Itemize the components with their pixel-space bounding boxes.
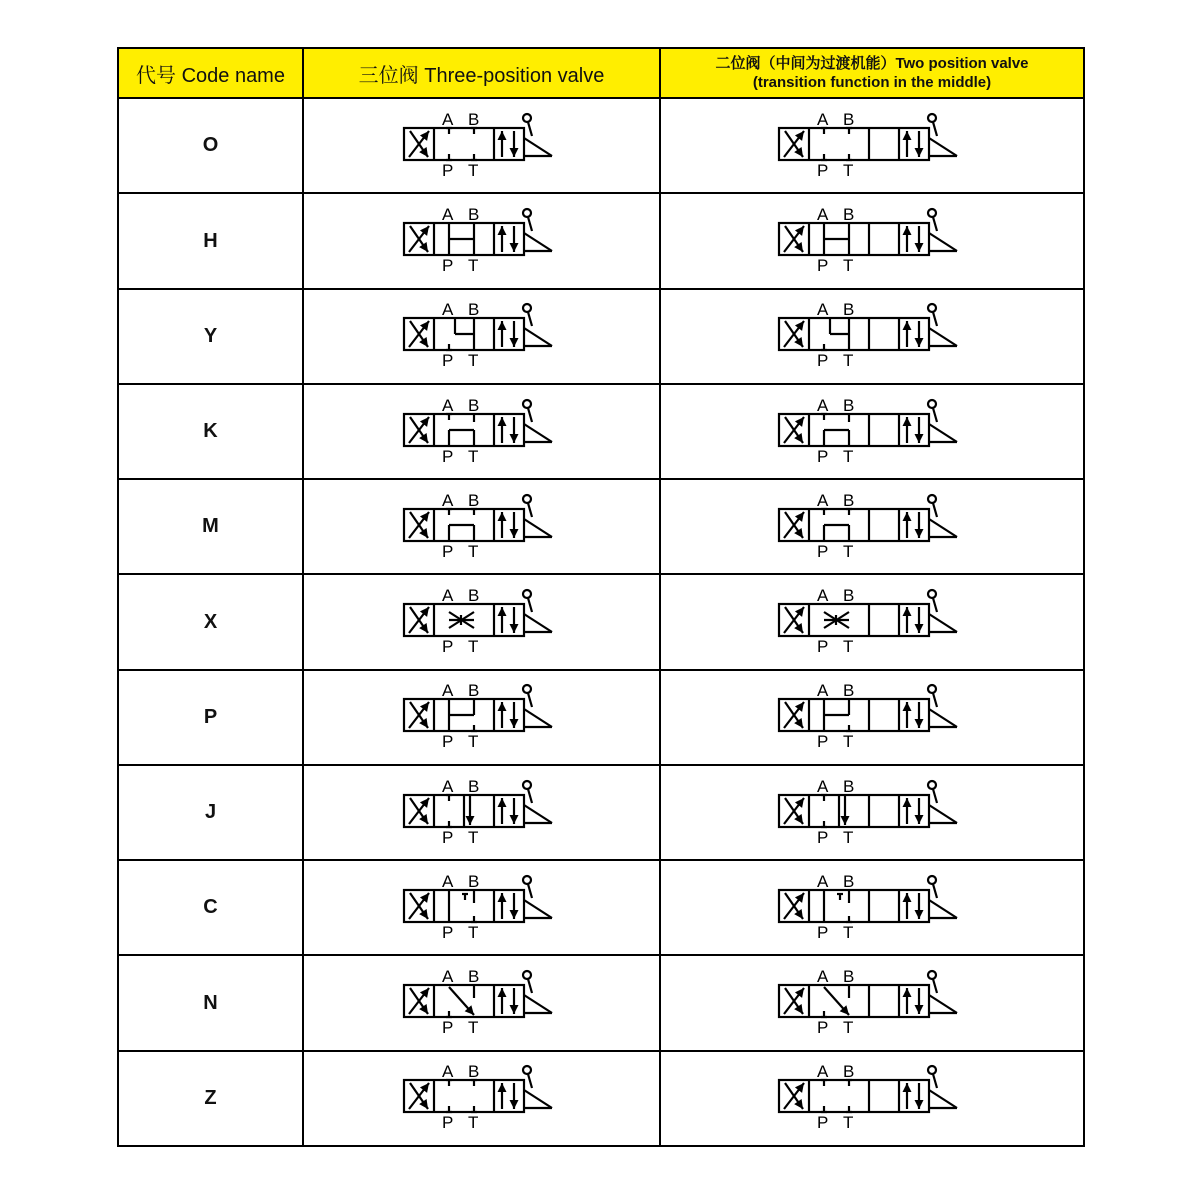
valve-function-table — [117, 47, 1085, 1147]
valve-row — [118, 670, 1084, 765]
port-t-label: T — [467, 541, 478, 561]
port-b-label: B — [467, 109, 479, 129]
port-b-label: B — [843, 776, 855, 796]
port-a-label: A — [817, 395, 829, 415]
valve-row — [118, 765, 1084, 860]
port-a-label: A — [441, 776, 453, 796]
port-b-label: B — [843, 967, 855, 987]
two-position-valve-symbol — [777, 206, 967, 276]
two-position-symbol-cell — [660, 193, 1084, 288]
port-b-label: B — [843, 681, 855, 701]
two-position-symbol-cell — [660, 860, 1084, 955]
port-b-label: B — [843, 109, 855, 129]
port-t-label: T — [843, 446, 854, 466]
header-two-position-line1: 二位阀（中间为过渡机能）Two position valve — [715, 55, 1029, 73]
port-b-label: B — [843, 871, 855, 891]
valve-row — [118, 860, 1084, 955]
port-t-label: T — [467, 732, 478, 752]
three-position-valve-symbol — [402, 301, 562, 371]
port-b-label: B — [843, 395, 855, 415]
three-position-symbol-cell — [303, 955, 660, 1050]
valve-row — [118, 384, 1084, 479]
port-a-label: A — [441, 967, 453, 987]
port-t-label: T — [843, 1018, 854, 1038]
two-position-valve-symbol — [777, 587, 967, 657]
two-position-valve-symbol — [777, 968, 967, 1038]
port-b-label: B — [467, 586, 479, 606]
port-b-label: B — [843, 586, 855, 606]
port-p-label: P — [441, 541, 453, 561]
valve-row — [118, 289, 1084, 384]
three-position-symbol-cell — [303, 670, 660, 765]
three-position-symbol-cell — [303, 860, 660, 955]
port-p-label: P — [441, 351, 453, 371]
code-name-cell: X — [118, 574, 303, 669]
port-b-label: B — [467, 681, 479, 701]
two-position-valve-symbol — [777, 397, 967, 467]
header-code-name: 代号 Code name — [118, 48, 303, 98]
valve-row — [118, 955, 1084, 1050]
port-p-label: P — [441, 1018, 453, 1038]
port-t-label: T — [843, 922, 854, 942]
code-name-cell: M — [118, 479, 303, 574]
port-a-label: A — [817, 586, 829, 606]
three-position-valve-symbol — [402, 873, 562, 943]
header-two-position-line2: (transition function in the middle) — [752, 74, 992, 92]
code-name-cell: J — [118, 765, 303, 860]
port-b-label: B — [843, 490, 855, 510]
port-t-label: T — [843, 1113, 854, 1133]
two-position-symbol-cell — [660, 289, 1084, 384]
port-p-label: P — [441, 637, 453, 657]
three-position-symbol-cell — [303, 193, 660, 288]
three-position-valve-symbol — [402, 492, 562, 562]
port-t-label: T — [843, 732, 854, 752]
port-p-label: P — [441, 160, 453, 180]
three-position-valve-symbol — [402, 397, 562, 467]
two-position-symbol-cell — [660, 670, 1084, 765]
port-t-label: T — [467, 446, 478, 466]
three-position-valve-symbol — [402, 682, 562, 752]
port-p-label: P — [441, 827, 453, 847]
port-p-label: P — [817, 351, 829, 371]
three-position-valve-symbol — [402, 1063, 562, 1133]
two-position-valve-symbol — [777, 873, 967, 943]
port-t-label: T — [467, 1018, 478, 1038]
port-a-label: A — [817, 205, 829, 225]
port-a-label: A — [441, 395, 453, 415]
port-a-label: A — [817, 776, 829, 796]
port-p-label: P — [441, 922, 453, 942]
two-position-symbol-cell — [660, 98, 1084, 193]
three-position-symbol-cell — [303, 384, 660, 479]
code-name-cell: Y — [118, 289, 303, 384]
two-position-symbol-cell — [660, 479, 1084, 574]
two-position-valve-symbol — [777, 111, 967, 181]
port-b-label: B — [467, 1062, 479, 1082]
valve-row — [118, 98, 1084, 193]
port-p-label: P — [441, 256, 453, 276]
port-a-label: A — [441, 300, 453, 320]
two-position-valve-symbol — [777, 778, 967, 848]
port-t-label: T — [843, 351, 854, 371]
port-b-label: B — [467, 205, 479, 225]
valve-row — [118, 1051, 1084, 1146]
three-position-valve-symbol — [402, 206, 562, 276]
port-p-label: P — [441, 732, 453, 752]
port-t-label: T — [467, 160, 478, 180]
two-position-valve-symbol — [777, 492, 967, 562]
code-name-cell: O — [118, 98, 303, 193]
three-position-symbol-cell — [303, 574, 660, 669]
port-a-label: A — [441, 681, 453, 701]
two-position-valve-symbol — [777, 682, 967, 752]
port-a-label: A — [817, 300, 829, 320]
two-position-symbol-cell — [660, 574, 1084, 669]
port-b-label: B — [467, 300, 479, 320]
three-position-valve-symbol — [402, 778, 562, 848]
port-p-label: P — [817, 922, 829, 942]
code-name-cell: P — [118, 670, 303, 765]
port-b-label: B — [467, 490, 479, 510]
port-t-label: T — [843, 637, 854, 657]
port-a-label: A — [817, 490, 829, 510]
port-b-label: B — [467, 967, 479, 987]
two-position-symbol-cell — [660, 1051, 1084, 1146]
port-p-label: P — [817, 732, 829, 752]
port-p-label: P — [817, 160, 829, 180]
port-t-label: T — [467, 1113, 478, 1133]
code-name-cell: H — [118, 193, 303, 288]
port-t-label: T — [467, 637, 478, 657]
port-b-label: B — [843, 300, 855, 320]
port-b-label: B — [843, 205, 855, 225]
port-p-label: P — [817, 541, 829, 561]
port-p-label: P — [441, 446, 453, 466]
header-row — [118, 48, 1084, 98]
port-t-label: T — [843, 827, 854, 847]
port-p-label: P — [817, 1018, 829, 1038]
three-position-valve-symbol — [402, 968, 562, 1038]
three-position-symbol-cell — [303, 1051, 660, 1146]
port-b-label: B — [843, 1062, 855, 1082]
port-t-label: T — [467, 922, 478, 942]
port-a-label: A — [817, 1062, 829, 1082]
two-position-valve-symbol — [777, 1063, 967, 1133]
port-t-label: T — [843, 256, 854, 276]
port-a-label: A — [817, 871, 829, 891]
port-p-label: P — [817, 637, 829, 657]
code-name-cell: N — [118, 955, 303, 1050]
two-position-symbol-cell — [660, 765, 1084, 860]
valve-row — [118, 193, 1084, 288]
port-a-label: A — [441, 490, 453, 510]
port-a-label: A — [441, 205, 453, 225]
two-position-symbol-cell — [660, 384, 1084, 479]
port-p-label: P — [817, 827, 829, 847]
port-b-label: B — [467, 395, 479, 415]
port-t-label: T — [843, 160, 854, 180]
port-t-label: T — [467, 256, 478, 276]
port-p-label: P — [817, 256, 829, 276]
two-position-valve-symbol — [777, 301, 967, 371]
port-a-label: A — [441, 109, 453, 129]
port-p-label: P — [817, 446, 829, 466]
port-a-label: A — [817, 967, 829, 987]
port-t-label: T — [843, 541, 854, 561]
three-position-valve-symbol — [402, 111, 562, 181]
port-b-label: B — [467, 776, 479, 796]
port-a-label: A — [441, 871, 453, 891]
port-t-label: T — [467, 351, 478, 371]
three-position-symbol-cell — [303, 765, 660, 860]
port-b-label: B — [467, 871, 479, 891]
port-a-label: A — [817, 681, 829, 701]
port-a-label: A — [441, 586, 453, 606]
three-position-valve-symbol — [402, 587, 562, 657]
two-position-symbol-cell — [660, 955, 1084, 1050]
port-p-label: P — [817, 1113, 829, 1133]
header-two-position — [660, 48, 1084, 98]
code-name-cell: C — [118, 860, 303, 955]
code-name-cell: K — [118, 384, 303, 479]
port-a-label: A — [817, 109, 829, 129]
header-three-position: 三位阀 Three-position valve — [303, 48, 660, 98]
code-name-cell: Z — [118, 1051, 303, 1146]
three-position-symbol-cell — [303, 289, 660, 384]
three-position-symbol-cell — [303, 98, 660, 193]
valve-row — [118, 574, 1084, 669]
port-p-label: P — [441, 1113, 453, 1133]
valve-row — [118, 479, 1084, 574]
three-position-symbol-cell — [303, 479, 660, 574]
port-t-label: T — [467, 827, 478, 847]
port-a-label: A — [441, 1062, 453, 1082]
